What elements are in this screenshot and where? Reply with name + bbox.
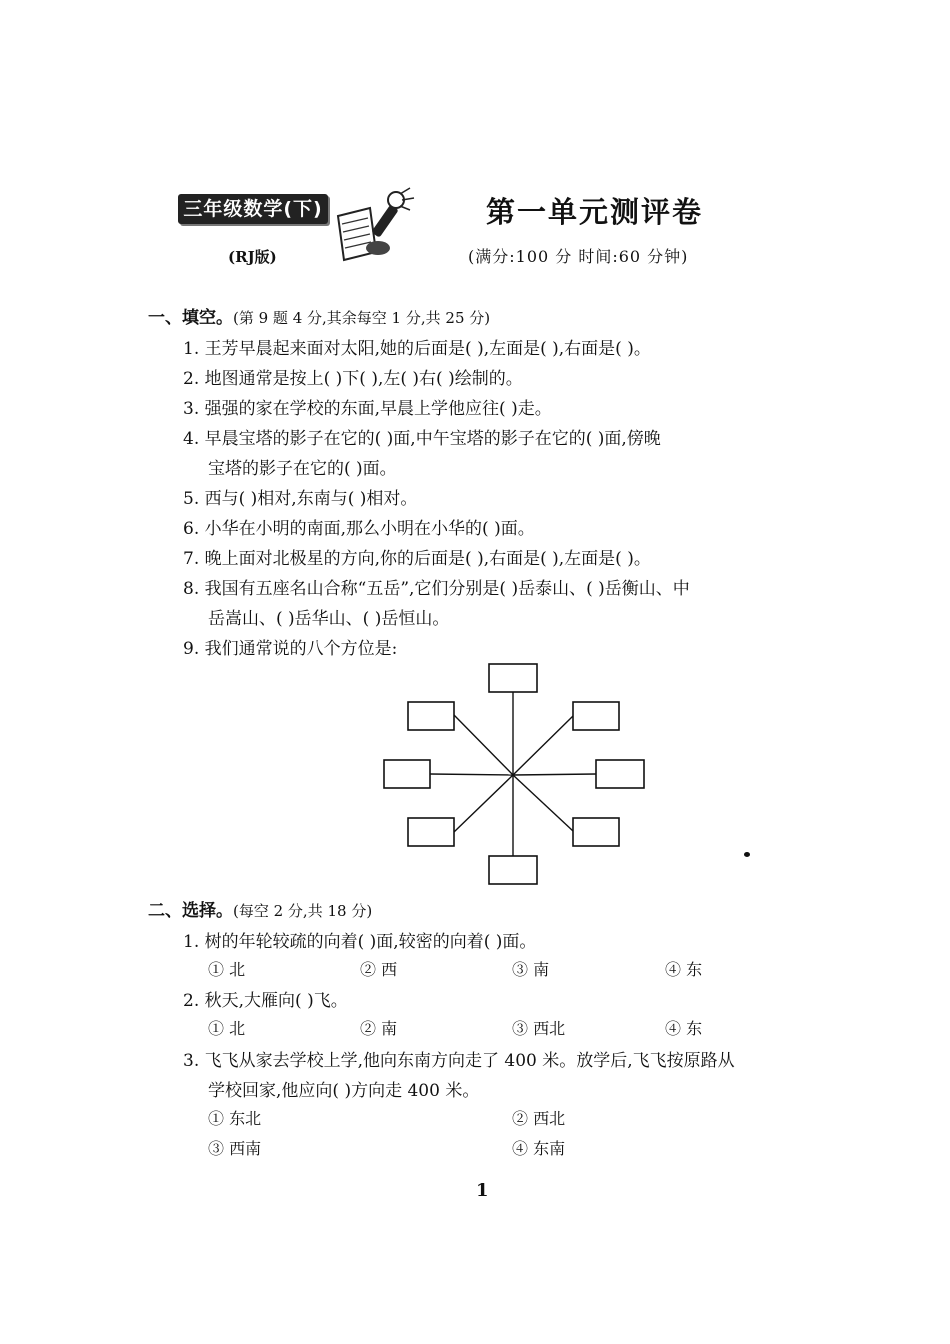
question-line: 2. 秋天,大雁向( )飞。 xyxy=(183,991,348,1011)
question-line-continued: 岳嵩山、( )岳华山、( )岳恒山。 xyxy=(208,609,450,629)
axis-southwest xyxy=(454,775,513,832)
question-line: 2. 地图通常是按上( )下( ),左( )右( )绘制的。 xyxy=(183,369,523,389)
axis-east xyxy=(513,774,596,775)
answer-box-northeast xyxy=(573,702,619,730)
question-line: 9. 我们通常说的八个方位是: xyxy=(183,639,398,659)
option: ② 西北 xyxy=(512,1109,566,1128)
option: ③ 西南 xyxy=(208,1139,262,1158)
option: ② 西 xyxy=(360,960,398,979)
answer-box-west xyxy=(384,760,430,788)
book-mascot-icon xyxy=(330,186,420,270)
axis-west xyxy=(430,774,513,775)
ink-spot xyxy=(744,852,750,857)
question-line-continued: 学校回家,他应向( )方向走 400 米。 xyxy=(208,1081,480,1101)
section1-note: (第 9 题 4 分,其余每空 1 分,共 25 分) xyxy=(233,309,491,327)
question-line: 7. 晚上面对北极星的方向,你的后面是( ),右面是( ),左面是( )。 xyxy=(183,549,651,569)
eight-direction-diagram xyxy=(380,660,650,890)
edition-label: (RJ版) xyxy=(228,248,277,266)
section2-title: 二、选择。 xyxy=(148,901,233,921)
question-line: 3. 强强的家在学校的东面,早晨上学他应往( )走。 xyxy=(183,399,552,419)
option: ② 南 xyxy=(360,1019,398,1038)
page-number: 1 xyxy=(476,1180,489,1201)
section2-heading xyxy=(148,896,372,921)
score-time-info: (满分:100 分 时间:60 分钟) xyxy=(468,247,689,266)
grade-badge: 三年级数学(下) xyxy=(178,194,328,224)
axis-northwest xyxy=(454,715,513,775)
answer-box-south xyxy=(489,856,537,884)
answer-box-northwest xyxy=(408,702,454,730)
question-line: 8. 我国有五座名山合称“五岳”,它们分别是( )岳泰山、( )岳衡山、中 xyxy=(183,579,690,599)
option: ① 北 xyxy=(208,1019,246,1038)
question-line-continued: 宝塔的影子在它的( )面。 xyxy=(208,459,397,479)
question-line: 1. 树的年轮较疏的向着( )面,较密的向着( )面。 xyxy=(183,932,537,952)
question-line: 5. 西与( )相对,东南与( )相对。 xyxy=(183,489,418,509)
option: ③ 南 xyxy=(512,960,550,979)
option: ④ 东南 xyxy=(512,1139,566,1158)
answer-box-north xyxy=(489,664,537,692)
option: ③ 西北 xyxy=(512,1019,566,1038)
axis-southeast xyxy=(513,775,573,831)
answer-box-east xyxy=(596,760,644,788)
question-line: 1. 王芳早晨起来面对太阳,她的后面是( ),左面是( ),右面是( )。 xyxy=(183,339,651,359)
question-line: 4. 早晨宝塔的影子在它的( )面,中午宝塔的影子在它的( )面,傍晚 xyxy=(183,429,661,449)
answer-box-southwest xyxy=(408,818,454,846)
option: ④ 东 xyxy=(665,960,703,979)
section1-heading xyxy=(148,303,490,328)
axis-northeast xyxy=(513,716,573,775)
option: ④ 东 xyxy=(665,1019,703,1038)
answer-box-southeast xyxy=(573,818,619,846)
question-line: 3. 飞飞从家去学校上学,他向东南方向走了 400 米。放学后,飞飞按原路从 xyxy=(183,1051,735,1071)
option: ① 东北 xyxy=(208,1109,262,1128)
page-title: 第一单元测评卷 xyxy=(486,195,704,229)
question-line: 6. 小华在小明的南面,那么小明在小华的( )面。 xyxy=(183,519,535,539)
option: ① 北 xyxy=(208,960,246,979)
section1-title: 一、填空。 xyxy=(148,308,233,328)
section2-note: (每空 2 分,共 18 分) xyxy=(233,902,373,920)
